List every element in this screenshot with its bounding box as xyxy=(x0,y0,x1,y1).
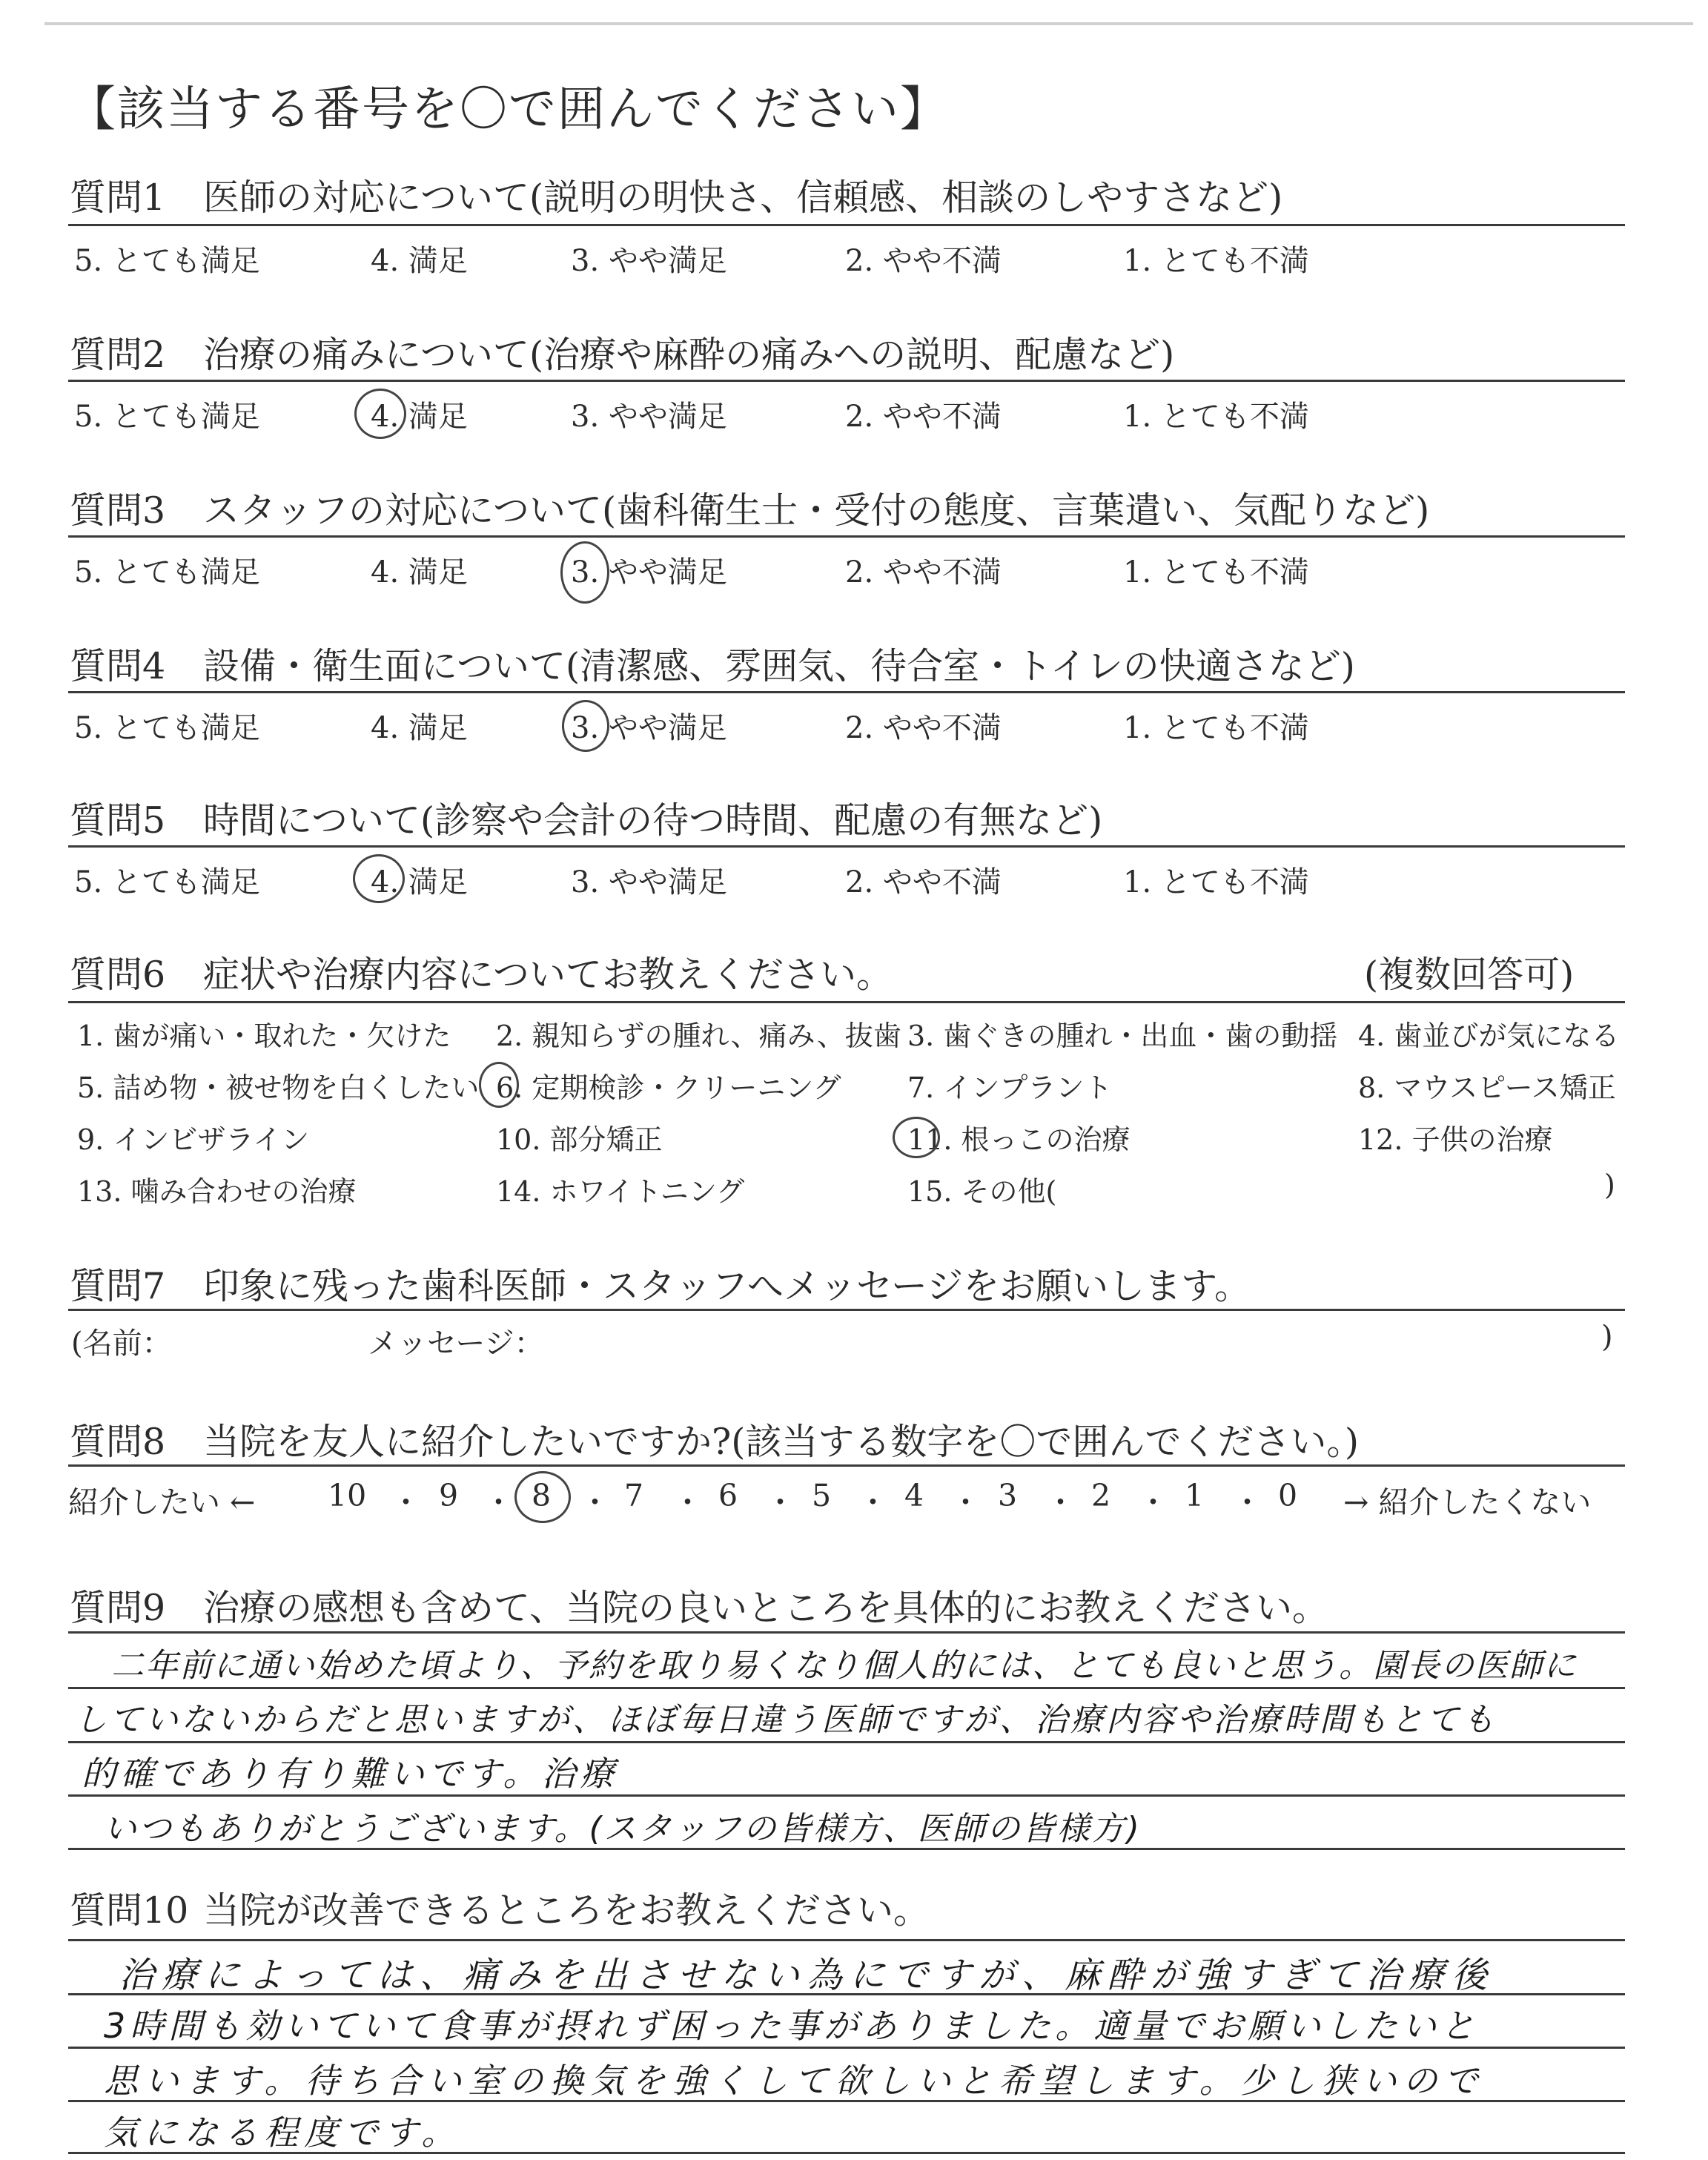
rating-option-4[interactable]: 4. 満足 xyxy=(371,711,468,745)
scale-6[interactable]: 6 xyxy=(718,1478,738,1513)
answer-line xyxy=(68,1631,1625,1634)
option-5[interactable]: 5. 詰め物・被せ物を白くしたい xyxy=(77,1071,480,1104)
divider xyxy=(68,380,1625,382)
question-9-heading xyxy=(70,1579,1626,1631)
question-1 xyxy=(70,169,1626,221)
scale-dot: ・ xyxy=(1232,1484,1262,1520)
handwritten-answer-line: いつもありがとうございます。(スタッフの皆様方、医師の皆様方) xyxy=(104,1810,1142,1848)
divider xyxy=(68,1309,1625,1311)
answer-line xyxy=(68,2152,1625,2154)
question-10 xyxy=(70,1882,1626,1934)
rating-option-3[interactable]: 3. やや満足 xyxy=(571,865,727,899)
question-number: 質問8 xyxy=(70,1421,166,1463)
question-8-heading xyxy=(70,1413,1626,1465)
question-7-heading xyxy=(70,1258,1626,1309)
handwritten-answer-line: 二年前に通い始めた頃より、予約を取り易くなり個人的には、とても良いと思う。園長の医師に xyxy=(111,1647,1578,1685)
divider xyxy=(68,1001,1625,1003)
multiple-answer-note: (複数回答可) xyxy=(1364,954,1575,996)
scale-5[interactable]: 5 xyxy=(812,1478,832,1513)
question-number: 質問10 xyxy=(70,1889,189,1932)
option-7[interactable]: 7. インプラント xyxy=(907,1071,1113,1104)
question-text: 当院が改善できるところをお教えください。 xyxy=(203,1889,930,1932)
option-13[interactable]: 13. 噛み合わせの治療 xyxy=(77,1175,357,1208)
message-close-paren: ) xyxy=(1601,1320,1613,1354)
question-7 xyxy=(70,1258,1626,1309)
divider xyxy=(68,535,1625,538)
answer-line xyxy=(68,1939,1625,1941)
rating-option-2[interactable]: 2. やや不満 xyxy=(845,555,1002,589)
option-4[interactable]: 4. 歯並びが気になる xyxy=(1358,1020,1620,1052)
question-2-heading xyxy=(70,326,1626,378)
question-text: 治療の感想も含めて、当院の良いところを具体的にお教えください。 xyxy=(203,1587,1329,1629)
question-3-heading xyxy=(70,482,1626,534)
option-9[interactable]: 9. インビザライン xyxy=(77,1123,310,1156)
rating-option-5[interactable]: 5. とても満足 xyxy=(74,555,260,589)
question-8 xyxy=(70,1413,1626,1465)
option-10[interactable]: 10. 部分矯正 xyxy=(496,1123,663,1156)
question-10-heading xyxy=(70,1882,1626,1934)
scale-dot: ・ xyxy=(391,1484,421,1520)
rating-option-4[interactable]: 4. 満足 xyxy=(371,244,468,278)
answer-line xyxy=(68,2100,1625,2102)
answer-line xyxy=(68,1741,1625,1743)
rating-option-4[interactable]: 4. 満足 xyxy=(371,555,468,589)
question-2 xyxy=(70,326,1626,378)
hand-circle-mark xyxy=(354,389,406,439)
question-text: 時間について(診察や会計の待つ時間、配慮の有無など) xyxy=(203,799,1103,842)
rating-option-3[interactable]: 3. やや満足 xyxy=(571,555,727,589)
question-1-heading xyxy=(70,169,1626,221)
scale-10[interactable]: 10 xyxy=(328,1478,367,1513)
rating-option-2[interactable]: 2. やや不満 xyxy=(845,244,1002,278)
scale-1[interactable]: 1 xyxy=(1185,1478,1205,1513)
question-text: 治療の痛みについて(治療や麻酔の痛みへの説明、配慮など) xyxy=(203,334,1175,376)
divider xyxy=(68,224,1625,226)
question-4 xyxy=(70,638,1626,690)
scale-4[interactable]: 4 xyxy=(904,1478,924,1513)
option-3[interactable]: 3. 歯ぐきの腫れ・出血・歯の動揺 xyxy=(907,1020,1338,1052)
question-number: 質問1 xyxy=(70,176,166,219)
answer-line xyxy=(68,1687,1625,1689)
top-rule xyxy=(44,22,1693,25)
message-label: メッセージ： xyxy=(368,1327,544,1361)
option-11[interactable]: 11. 根っこの治療 xyxy=(907,1123,1131,1156)
rating-option-1[interactable]: 1. とても不満 xyxy=(1123,400,1309,434)
question-text: 印象に残った歯科医師・スタッフへメッセージをお願いします。 xyxy=(203,1265,1251,1307)
hand-circle-mark xyxy=(353,854,405,903)
option-15-close-paren: ) xyxy=(1604,1169,1615,1201)
rating-option-4[interactable]: 4. 満足 xyxy=(371,400,468,434)
answer-line xyxy=(68,2047,1625,2049)
divider xyxy=(68,691,1625,693)
question-number: 質問5 xyxy=(70,799,166,842)
rating-option-2[interactable]: 2. やや不満 xyxy=(845,400,1002,434)
option-1[interactable]: 1. 歯が痛い・取れた・欠けた xyxy=(77,1020,451,1052)
question-4-heading xyxy=(70,638,1626,690)
question-number: 質問7 xyxy=(70,1265,166,1307)
answer-line xyxy=(68,1794,1625,1797)
handwritten-answer-line: 治療によっては、痛みを出させない為にですが、麻酔が強すぎて治療後 xyxy=(119,1955,1495,1996)
question-text: スタッフの対応について(歯科衛生士・受付の態度、言葉遣い、気配りなど) xyxy=(203,489,1430,532)
handwritten-answer-line: していないからだと思いますが、ほぼ毎日違う医師ですが、治療内容や治療時間もとても xyxy=(74,1701,1497,1739)
rating-option-1[interactable]: 1. とても不満 xyxy=(1123,244,1309,278)
hand-circle-mark xyxy=(562,700,609,752)
option-12[interactable]: 12. 子供の治療 xyxy=(1358,1123,1553,1156)
scale-9[interactable]: 9 xyxy=(439,1478,459,1513)
handwritten-answer-line: 3時間も効いていて食事が摂れず困った事がありました。適量でお願いしたいと xyxy=(104,2006,1480,2046)
rating-option-4[interactable]: 4. 満足 xyxy=(371,865,468,899)
name-label: (名前： xyxy=(71,1327,172,1361)
recommend-left-label: 紹介したい ← xyxy=(68,1484,256,1520)
answer-line xyxy=(68,1993,1625,1995)
question-5-heading xyxy=(70,792,1626,844)
scale-8[interactable]: 8 xyxy=(532,1478,552,1513)
rating-option-1[interactable]: 1. とても不満 xyxy=(1123,555,1309,589)
rating-option-5[interactable]: 5. とても満足 xyxy=(74,711,260,745)
rating-option-5[interactable]: 5. とても満足 xyxy=(74,865,260,899)
hand-circle-mark xyxy=(560,541,609,604)
page-title: 【該当する番号を〇で囲んでください】 xyxy=(68,82,949,137)
divider xyxy=(68,845,1625,848)
option-14[interactable]: 14. ホワイトニング xyxy=(496,1175,745,1208)
answer-line xyxy=(68,1848,1625,1850)
scale-dot: ・ xyxy=(1138,1484,1168,1520)
handwritten-answer-line: 気になる程度です。 xyxy=(104,2113,462,2153)
question-text: 当院を友人に紹介したいですか?(該当する数字を〇で囲んでください。) xyxy=(203,1421,1360,1463)
question-number: 質問4 xyxy=(70,645,166,687)
question-text: 症状や治療内容についてお教えください。 xyxy=(203,954,893,996)
rating-option-2[interactable]: 2. やや不満 xyxy=(845,865,1002,899)
rating-option-1[interactable]: 1. とても不満 xyxy=(1123,865,1309,899)
scale-dot: ・ xyxy=(858,1484,888,1520)
hand-circle-mark xyxy=(514,1471,571,1523)
divider xyxy=(68,1464,1625,1467)
rating-option-5[interactable]: 5. とても満足 xyxy=(74,244,260,278)
scale-0[interactable]: 0 xyxy=(1278,1478,1298,1513)
question-9 xyxy=(70,1579,1626,1631)
handwritten-answer-line: 思います。待ち合い室の換気を強くして欲しいと希望します。少し狭いので xyxy=(104,2061,1485,2101)
option-2[interactable]: 2. 親知らずの腫れ、痛み、抜歯 xyxy=(496,1020,901,1052)
question-number: 質問6 xyxy=(70,954,166,996)
scale-dot: ・ xyxy=(483,1484,514,1520)
option-8[interactable]: 8. マウスピース矯正 xyxy=(1358,1071,1616,1104)
question-number: 質問2 xyxy=(70,334,166,376)
rating-option-3[interactable]: 3. やや満足 xyxy=(571,244,727,278)
option-15[interactable]: 15. その他( xyxy=(907,1175,1057,1208)
hand-circle-mark xyxy=(479,1062,519,1108)
rating-option-1[interactable]: 1. とても不満 xyxy=(1123,711,1309,745)
question-text: 設備・衛生面について(清潔感、雰囲気、待合室・トイレの快適さなど) xyxy=(203,645,1355,687)
scale-2[interactable]: 2 xyxy=(1091,1478,1111,1513)
handwritten-answer-line: 的確であり有り難いです。治療 xyxy=(82,1754,619,1794)
scale-7[interactable]: 7 xyxy=(624,1478,644,1513)
question-3 xyxy=(70,482,1626,534)
rating-option-2[interactable]: 2. やや不満 xyxy=(845,711,1002,745)
recommend-right-label: → 紹介したくない xyxy=(1343,1484,1592,1520)
scale-dot: ・ xyxy=(580,1484,610,1520)
question-number: 質問3 xyxy=(70,489,166,532)
question-number: 質問9 xyxy=(70,1587,166,1629)
question-text: 医師の対応について(説明の明快さ、信頼感、相談のしやすさなど) xyxy=(203,176,1283,219)
rating-option-5[interactable]: 5. とても満足 xyxy=(74,400,260,434)
scale-dot: ・ xyxy=(1045,1484,1076,1520)
scale-dot: ・ xyxy=(950,1484,981,1520)
scale-3[interactable]: 3 xyxy=(998,1478,1018,1513)
rating-option-3[interactable]: 3. やや満足 xyxy=(571,711,727,745)
rating-option-3[interactable]: 3. やや満足 xyxy=(571,400,727,434)
scale-dot: ・ xyxy=(765,1484,795,1520)
question-5 xyxy=(70,792,1626,844)
hand-circle-mark xyxy=(893,1117,940,1158)
option-6[interactable]: 6. 定期検診・クリーニング xyxy=(496,1071,841,1104)
scale-dot: ・ xyxy=(672,1484,703,1520)
